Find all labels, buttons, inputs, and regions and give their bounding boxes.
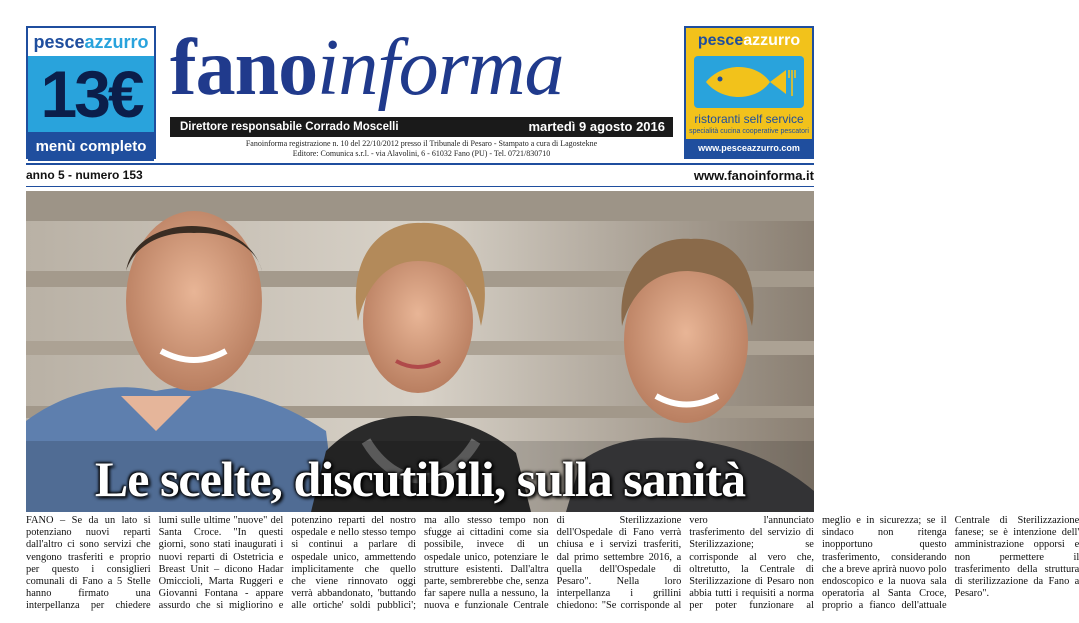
front-page-photo	[26, 191, 814, 512]
article-body: FANO – Se da un lato si potenziano nuovi reparti dall'altro ci sono servizi che vengono trasferiti e proprio per questo i consiglieri comunali di Fano a 5 Stelle hanno firmato una interpellanza per chiedere lumi sulle ultime "nuove" del Santa Croce. "In questi giorni, sono stati inaugurati i nuovi reparti di Ostetricia e Breast Unit – dicono Hadar Omiccioli, Marta Ruggeri e Giovanni Fontana - appare assurdo che si migliorino e potenzino reparti del nostro ospedale e nello stesso tempo si continui a parlare di ospedale unico, ammettendo implicitamente che quello che viene rinnovato oggi verrà abbandonato, 'buttando alle ortiche' soldi pubblici'; ma allo stesso tempo non sfugge ai cittadini come sia possibile, invece di un ospedale unico, potenziare le strutture esistenti. Dall'altra parte, sembrerebbe che, senza far sapere nulla a nessuno, la nuova e funzionale Centrale di Sterilizzazione dell'Ospedale di Fano verrà chiusa e i servizi trasferiti, dal primo settembre 2016, a quella dell'Ospedale di Pesaro". Nella loro interpellanza i grillini chiedono: "Se corrisponde al vero l'annunciato trasferimento del servizio di Sterilizzazione; se corrisponde al vero che, oltretutto, la Centrale di Sterilizzazione di Pesaro non abbia tutti i requisiti a norma per poter funzionare al meglio e in sicurezza; se il sindaco non ritenga inopportuno questo trasferimento, considerando che a breve aprirà nuovo polo endoscopico e la nuova sala operatoria al Santa Croce, proprio a fianco dell'attuale Centrale di Sterilizzazione fanese; se è intenzione dell' amministrazione opporsi e non permettere il trasferimento della struttura di sterilizzazione da Fano a Pesaro".	[26, 515, 1079, 612]
issue-date: martedì 9 agosto 2016	[528, 119, 665, 134]
registration-line2: Editore: Comunica s.r.l. - via Alavolini, 6 - 61032 Fano (PU) - Tel. 0721/830710	[292, 149, 551, 158]
ad-brand-part2: azzurro	[743, 32, 801, 49]
header-rule	[26, 163, 814, 165]
ad-brand	[686, 28, 812, 54]
headline: Le scelte, discutibili, sulla sanità	[94, 451, 746, 507]
masthead-title-part1: fano	[170, 24, 318, 112]
ad-tagline: specialità cucina cooperative pescatori	[689, 128, 809, 135]
director-bar	[170, 117, 673, 137]
masthead-title	[170, 20, 675, 116]
registration-line1: Fanoinforma registrazione n. 10 del 22/10/2012 presso il Tribunale di Pesaro - Stampato a cura di Lagostekne	[245, 139, 598, 148]
website-link[interactable]: www.fanoinforma.it	[693, 168, 814, 183]
ad-url[interactable]: www.pescеazzurro.com	[686, 139, 812, 157]
issue-info: anno 5 - numero 153	[26, 168, 143, 182]
fish-icon	[694, 56, 804, 108]
ad-pesceazzurro-restaurants[interactable]	[684, 26, 814, 159]
ad-brand	[28, 28, 154, 56]
header-rule-thin	[26, 186, 814, 187]
ad-brand-part1: pesce	[33, 32, 85, 52]
ad-brand-part1: pesce	[697, 32, 744, 49]
ad-price: 13€	[28, 56, 154, 132]
director-name: Direttore responsabile Corrado Moscelli	[180, 121, 399, 133]
ad-pesceazzurro-price[interactable]	[26, 26, 156, 159]
ad-subtitle: ristoranti self service	[694, 112, 804, 126]
masthead-title-part2: informa	[317, 24, 564, 112]
ad-menu-text: menù completo	[28, 132, 154, 161]
registration-info	[170, 139, 673, 159]
ad-brand-part2: azzurro	[84, 32, 149, 52]
